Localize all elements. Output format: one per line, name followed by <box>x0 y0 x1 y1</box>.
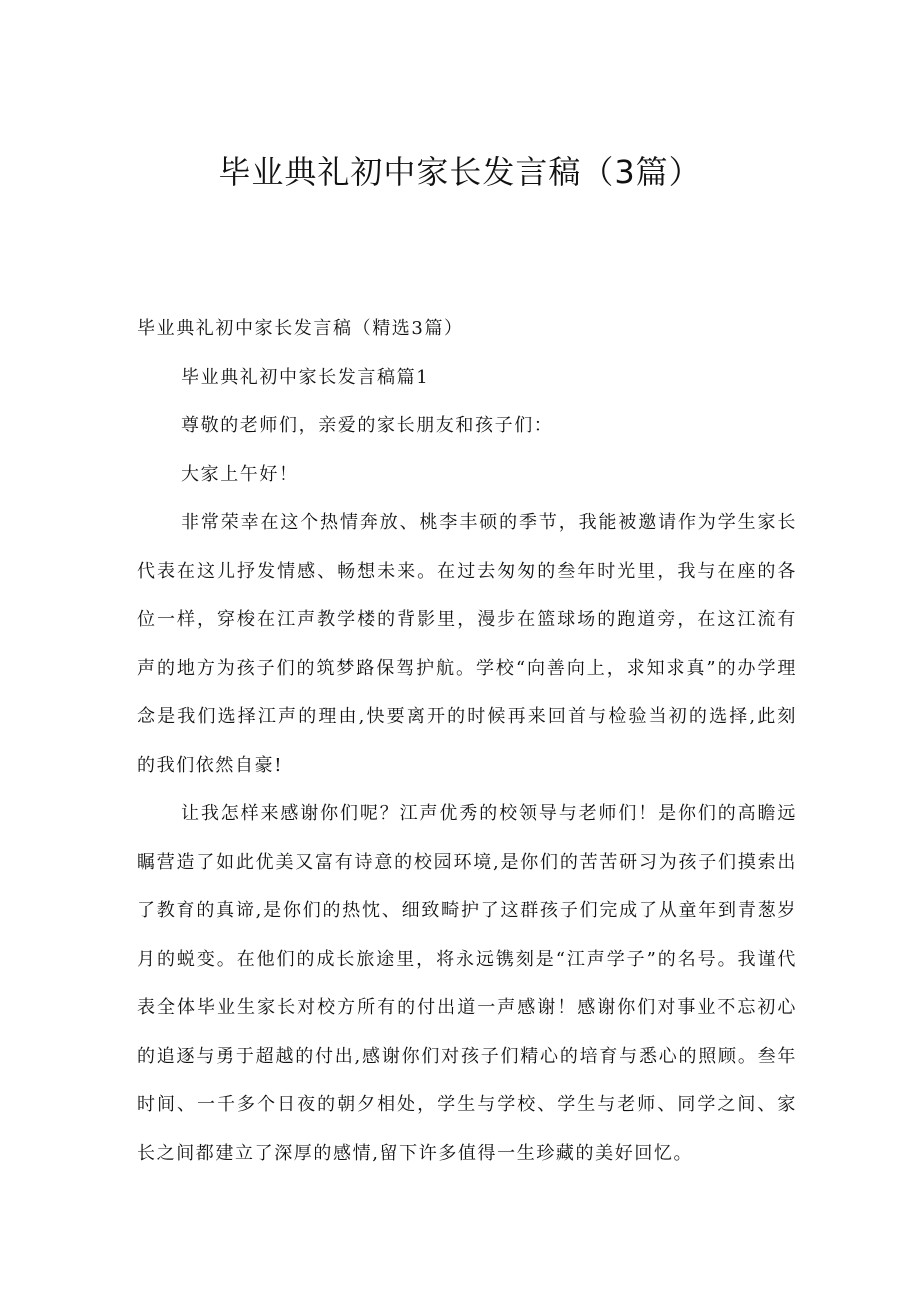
paragraph: 非常荣幸在这个热情奔放、桃李丰硕的季节，我能被邀请作为学生家长代表在这儿抒发情感、畅想未来。在过去匆匆的叁年时光里，我与在座的各位一样，穿梭在江声教学楼的背影里，漫步在篮球场的跑道旁，在这江流有声的地方为孩子们的筑梦路保驾护航。学校“向善向上，求知求真”的办学理念是我们选择江声的理由,快要离开的时候再来回首与检验当初的选择,此刻的我们依然自豪! <box>137 512 797 776</box>
greeting: 大家上午好！ <box>181 463 299 485</box>
document-body <box>137 305 797 1178</box>
paragraph: 让我怎样来感谢你们呢？江声优秀的校领导与老师们！是你们的高瞻远瞩营造了如此优美又富有诗意的校园环境,是你们的苦苦研习为孩子们摸索出了教育的真谛,是你们的热忱、细致畸护了这群孩子们完成了从童年到青葱岁月的蜕变。在他们的成长旅途里，将永远镌刻是“江声学子”的名号。我谨代表全体毕业生家长对校方所有的付出道一声感谢！感谢你们对事业不忘初心的追逐与勇于超越的付出,感谢你们对孩子们精心的培育与悉心的照顾。叁年时间、一千多个日夜的朝夕相处，学生与学校、学生与老师、同学之间、家长之间都建立了深厚的感情,留下许多值得一生珍藏的美好回忆。 <box>137 803 797 1164</box>
document-subtitle: 毕业典礼初中家长发言稿（精选3篇） <box>137 318 464 339</box>
salutation: 尊敬的老师们，亲爱的家长朋友和孩子们： <box>181 415 554 436</box>
document-title: 毕业典礼初中家长发言稿（3篇） <box>218 153 702 191</box>
section-heading: 毕业典礼初中家长发言稿篇1 <box>181 366 430 388</box>
